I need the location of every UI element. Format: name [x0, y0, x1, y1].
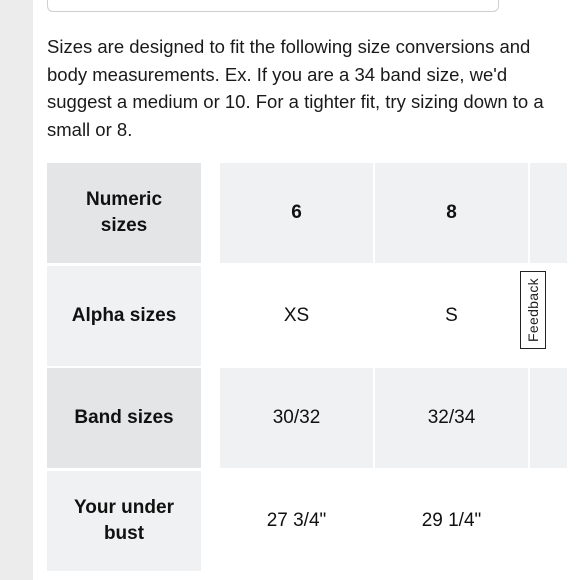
table-row-band-sizes [47, 368, 567, 468]
table-cell-partial [530, 471, 567, 571]
row-header: Your under bust [47, 471, 201, 571]
size-guide-card [33, 0, 580, 580]
table-cell: 29 1/4" [375, 471, 528, 571]
size-conversion-table [47, 163, 567, 580]
table-cell: 32/34 [375, 368, 528, 468]
table-cell: 8 [375, 163, 528, 263]
row-header: Alpha sizes [47, 266, 201, 366]
size-guide-intro: Sizes are designed to fit the following size conversions and body measurements. Ex. If you are a 34 band size, we'd suggest a medium or 10. For a tighter fit, try sizing down to a small or 8. [47, 36, 544, 140]
table-cell: XS [220, 266, 373, 366]
feedback-label: Feedback [525, 278, 542, 342]
table-row-under-bust [47, 471, 567, 571]
row-header: Band sizes [47, 368, 201, 468]
table-cell-partial [530, 368, 567, 468]
table-row-numeric-sizes [47, 163, 567, 263]
size-selector-field[interactable] [47, 0, 499, 12]
table-cell: 27 3/4" [220, 471, 373, 571]
table-cell: S [375, 266, 528, 366]
row-header: Numeric sizes [47, 163, 201, 263]
feedback-button[interactable] [520, 271, 546, 349]
table-cell: 30/32 [220, 368, 373, 468]
table-cell: 6 [220, 163, 373, 263]
table-cell-partial [530, 163, 567, 263]
table-row-alpha-sizes [47, 266, 567, 366]
